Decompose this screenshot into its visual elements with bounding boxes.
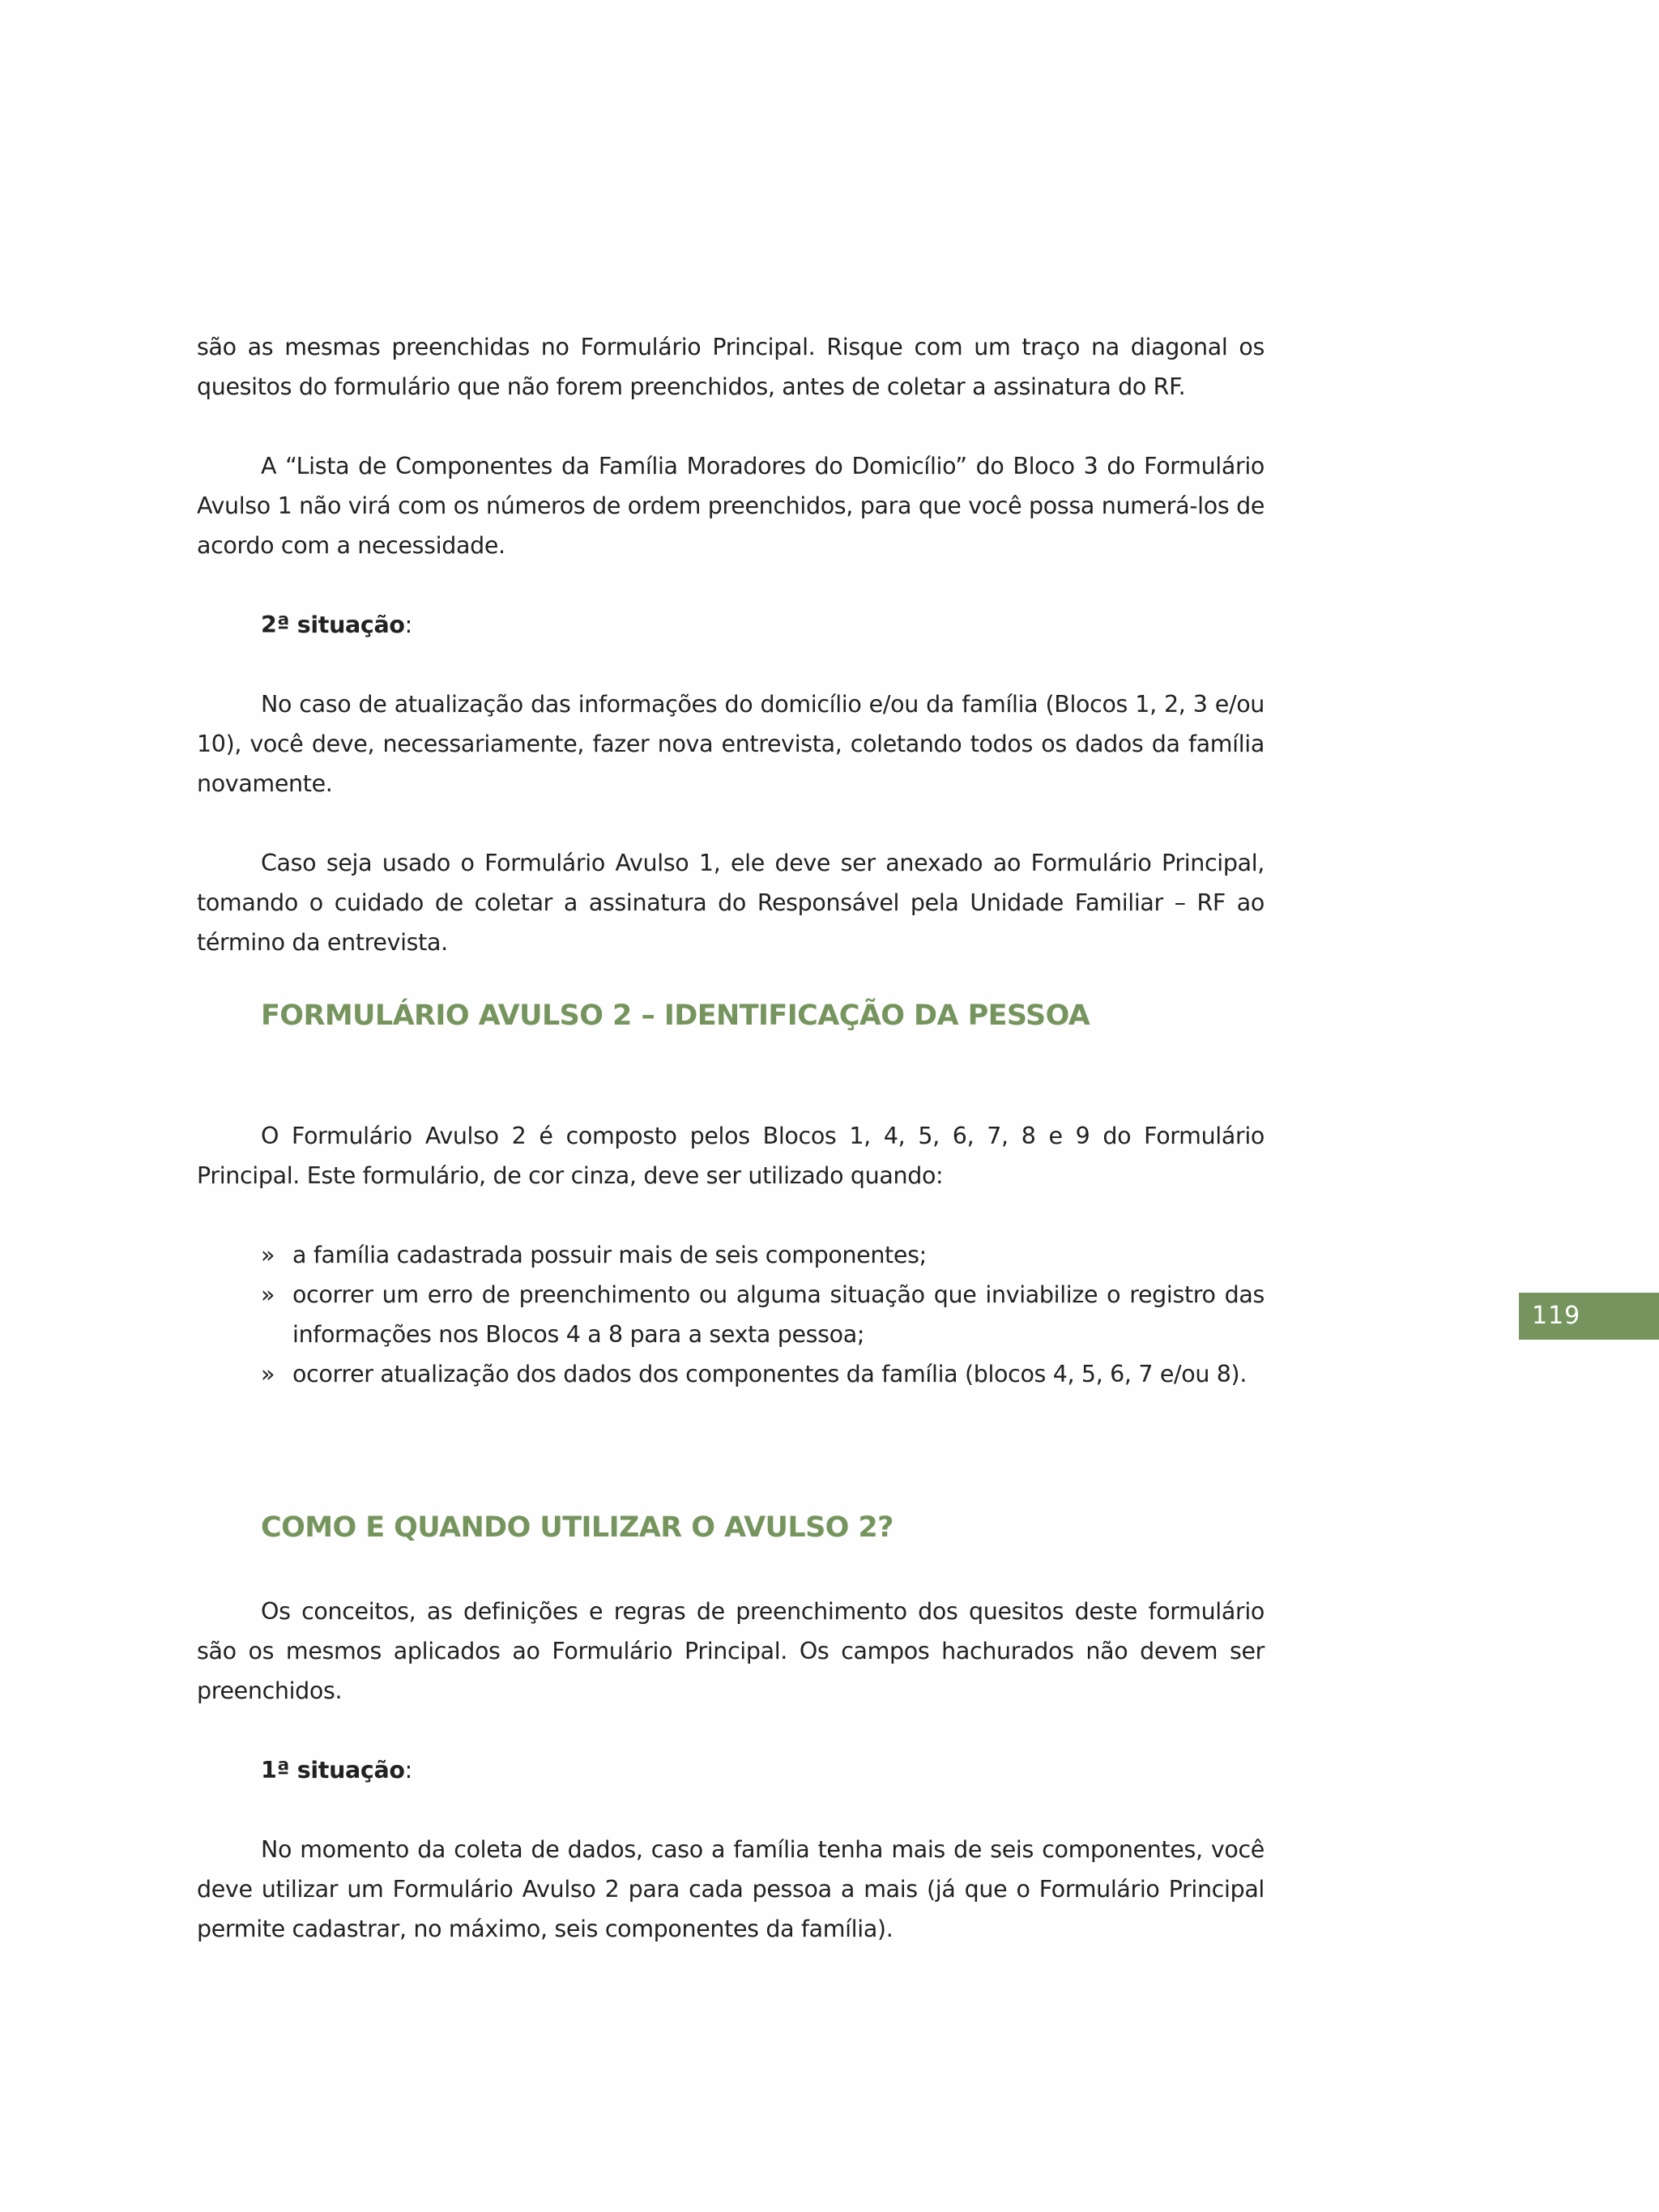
section-heading-avulso2: FORMULÁRIO AVULSO 2 – IDENTIFICAÇÃO DA PESSOA	[261, 999, 1090, 1032]
bullet-marker-icon: »	[261, 1361, 275, 1387]
paragraph-avulso2-intro: O Formulário Avulso 2 é composto pelos Blocos 1, 4, 5, 6, 7, 8 e 9 do Formulário Principal. Este formulário, de cor cinza, deve ser utilizado quando:	[197, 1123, 1265, 1189]
situacao-2-bold: 2ª situação	[261, 612, 405, 638]
como-text-block	[197, 1592, 1265, 1949]
situacao-1-bold: 1ª situação	[261, 1757, 405, 1784]
bullet-marker-icon: »	[261, 1281, 275, 1308]
bullet-text: ocorrer um erro de preenchimento ou alguma situação que inviabilize o registro das informações nos Blocos 4 a 8 para a sexta pessoa;	[292, 1281, 1265, 1348]
paragraph-conceitos: Os conceitos, as definições e regras de preenchimento dos quesitos deste formulário são os mesmos aplicados ao Formulário Principal. Os campos hachurados não devem ser preenchidos.	[197, 1598, 1265, 1704]
paragraph-avulso1-anexado: Caso seja usado o Formulário Avulso 1, ele deve ser anexado ao Formulário Principal, tomando o cuidado de coletar a assinatura do Responsável pela Unidade Familiar – RF ao término da entrevista.	[197, 850, 1265, 956]
section-heading-como-quando: COMO E QUANDO UTILIZAR O AVULSO 2?	[261, 1511, 893, 1544]
page-number-tab	[1519, 1293, 1659, 1340]
list-item	[197, 1354, 1265, 1394]
situacao-2-colon: :	[404, 612, 412, 638]
paragraph-continuation: são as mesmas preenchidas no Formulário Principal. Risque com um traço na diagonal os quesitos do formulário que não forem preenchidos, antes de coletar a assinatura do RF.	[197, 334, 1265, 400]
page-number: 119	[1532, 1302, 1581, 1330]
bullet-marker-icon: »	[261, 1242, 275, 1268]
avulso2-bullet-list	[197, 1235, 1265, 1394]
avulso2-text-block	[197, 1116, 1265, 1394]
list-item	[197, 1275, 1265, 1354]
top-text-block	[197, 327, 1265, 962]
paragraph-lista-componentes: A “Lista de Componentes da Família Moradores do Domicílio” do Bloco 3 do Formulário Avulso 1 não virá com os números de ordem preenchidos, para que você possa numerá-los de acordo com a necessidade.	[197, 453, 1265, 559]
situacao-1-label	[197, 1750, 1265, 1790]
paragraph-atualizacao: No caso de atualização das informações do domicílio e/ou da família (Blocos 1, 2, 3 e/ou 10), você deve, necessariamente, fazer nova entrevista, coletando todos os dados da família novamente.	[197, 691, 1265, 797]
list-item	[197, 1235, 1265, 1275]
situacao-2-label	[197, 605, 1265, 645]
paragraph-coleta-dados: No momento da coleta de dados, caso a família tenha mais de seis componentes, você deve utilizar um Formulário Avulso 2 para cada pessoa a mais (já que o Formulário Principal permite cadastrar, no máximo, seis componentes da família).	[197, 1836, 1265, 1942]
situacao-1-colon: :	[404, 1757, 412, 1784]
bullet-text: a família cadastrada possuir mais de seis componentes;	[292, 1242, 927, 1268]
bullet-text: ocorrer atualização dos dados dos componentes da família (blocos 4, 5, 6, 7 e/ou 8).	[292, 1361, 1247, 1387]
